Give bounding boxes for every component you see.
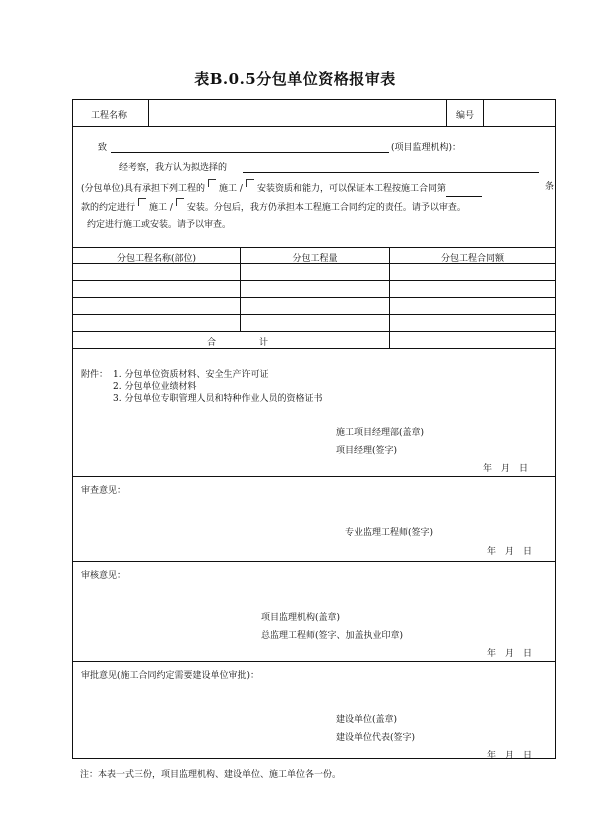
header-cell-quantity [241, 248, 390, 263]
audit-sign-label: 总监理工程师(签字、加盖执业印章) [261, 631, 404, 641]
review-sign-label: 专业监理工程师(签字) [345, 528, 434, 538]
paragraph-line-2d: 条 [545, 182, 555, 192]
table-cell[interactable] [241, 298, 390, 314]
paragraph-line-2b: 施工 / [219, 184, 243, 194]
table-row [73, 281, 555, 298]
attachment-item: 2. 分包单位业绩材料 [113, 382, 197, 392]
project-name-label-cell [73, 100, 149, 126]
review-section [73, 477, 555, 562]
audit-seal-label: 项目监理机构(盖章) [261, 613, 341, 623]
total-label-2: 计 [259, 338, 269, 348]
application-section [73, 127, 555, 248]
attachment-item: 1. 分包单位资质材料、安全生产许可证 [113, 370, 269, 380]
table-cell[interactable] [73, 264, 241, 280]
paragraph-line-2 [81, 179, 482, 197]
table-row [73, 264, 555, 281]
subcontractor-name-field[interactable] [243, 160, 539, 173]
paragraph-line-4: 约定进行施工或安装。请予以审查。 [87, 220, 232, 230]
number-input[interactable] [484, 100, 555, 126]
header-cell-amount [390, 248, 555, 263]
table-row [73, 298, 555, 315]
project-name-input[interactable] [149, 100, 447, 126]
addressee-prefix: 致 [98, 143, 108, 153]
table-header-row [73, 248, 555, 264]
table-cell[interactable] [390, 315, 555, 331]
paragraph-line-3 [81, 198, 466, 213]
attachments-section [73, 349, 555, 477]
approval-section [73, 662, 555, 761]
table-cell[interactable] [73, 315, 241, 331]
project-name-row [73, 100, 555, 127]
project-name-label: 工程名称 [91, 111, 128, 121]
owner-sign-label: 建设单位代表(签字) [336, 733, 416, 743]
table-cell[interactable] [241, 315, 390, 331]
form-frame [72, 99, 556, 759]
total-label-1: 合 [207, 338, 217, 348]
contractor-sign-label: 项目经理(签字) [336, 446, 398, 456]
header-subcontract-name: 分包工程名称(部位) [116, 254, 197, 264]
review-date: 年 月 日 [487, 547, 533, 557]
paragraph-line-2a: (分包单位)具有承担下列工程的 [81, 184, 206, 194]
construction-checkbox-2[interactable] [138, 198, 146, 206]
attachment-item: 3. 分包单位专职管理人员和特种作业人员的资格证书 [113, 394, 323, 404]
number-label-cell [447, 100, 484, 126]
attachments-label: 附件： [81, 370, 109, 380]
installation-checkbox[interactable] [246, 179, 254, 187]
number-label: 编号 [456, 111, 475, 121]
audit-section [73, 562, 555, 662]
paragraph-line-3b: 施工 / [149, 203, 173, 213]
paragraph-line-3a: 款的约定进行 [81, 203, 136, 213]
header-subcontract-quantity: 分包工程量 [292, 254, 338, 264]
contractor-date: 年 月 日 [483, 464, 529, 474]
table-cell[interactable] [390, 298, 555, 314]
approval-date: 年 月 日 [487, 751, 533, 761]
table-row [73, 315, 555, 332]
paragraph-line-2c: 安装资质和能力，可以保证本工程按施工合同第 [256, 184, 446, 194]
header-cell-name [73, 248, 241, 263]
audit-date: 年 月 日 [487, 649, 533, 659]
table-total-row [73, 332, 555, 349]
header-subcontract-amount: 分包工程合同额 [440, 254, 504, 264]
installation-checkbox-2[interactable] [176, 198, 184, 206]
paragraph-line-3c: 安装。分包后，我方仍承担本工程施工合同约定的责任。请予以审查。 [186, 203, 466, 213]
owner-seal-label: 建设单位(盖章) [336, 715, 398, 725]
table-cell[interactable] [73, 281, 241, 297]
contract-article-field[interactable] [446, 186, 482, 197]
construction-checkbox[interactable] [208, 179, 216, 187]
contractor-seal-label: 施工项目经理部(盖章) [336, 428, 425, 438]
table-cell[interactable] [73, 298, 241, 314]
form-title: 表B.0.5分包单位资格报审表 [194, 70, 396, 88]
approval-label: 审批意见(施工合同约定需要建设单位审批)： [81, 671, 260, 681]
addressee-field[interactable] [111, 140, 389, 153]
table-cell[interactable] [390, 281, 555, 297]
addressee-suffix: (项目监理机构)： [391, 143, 462, 153]
total-label-cell [73, 332, 390, 348]
paragraph-line-1: 经考察，我方认为拟选择的 [119, 163, 228, 173]
review-label: 审查意见： [81, 486, 127, 496]
table-cell[interactable] [241, 264, 390, 280]
table-cell[interactable] [241, 281, 390, 297]
total-amount-input[interactable] [390, 332, 555, 348]
footnote: 注：本表一式三份，项目监理机构、建设单位、施工单位各一份。 [80, 770, 342, 780]
audit-label: 审核意见： [81, 571, 127, 581]
table-cell[interactable] [390, 264, 555, 280]
